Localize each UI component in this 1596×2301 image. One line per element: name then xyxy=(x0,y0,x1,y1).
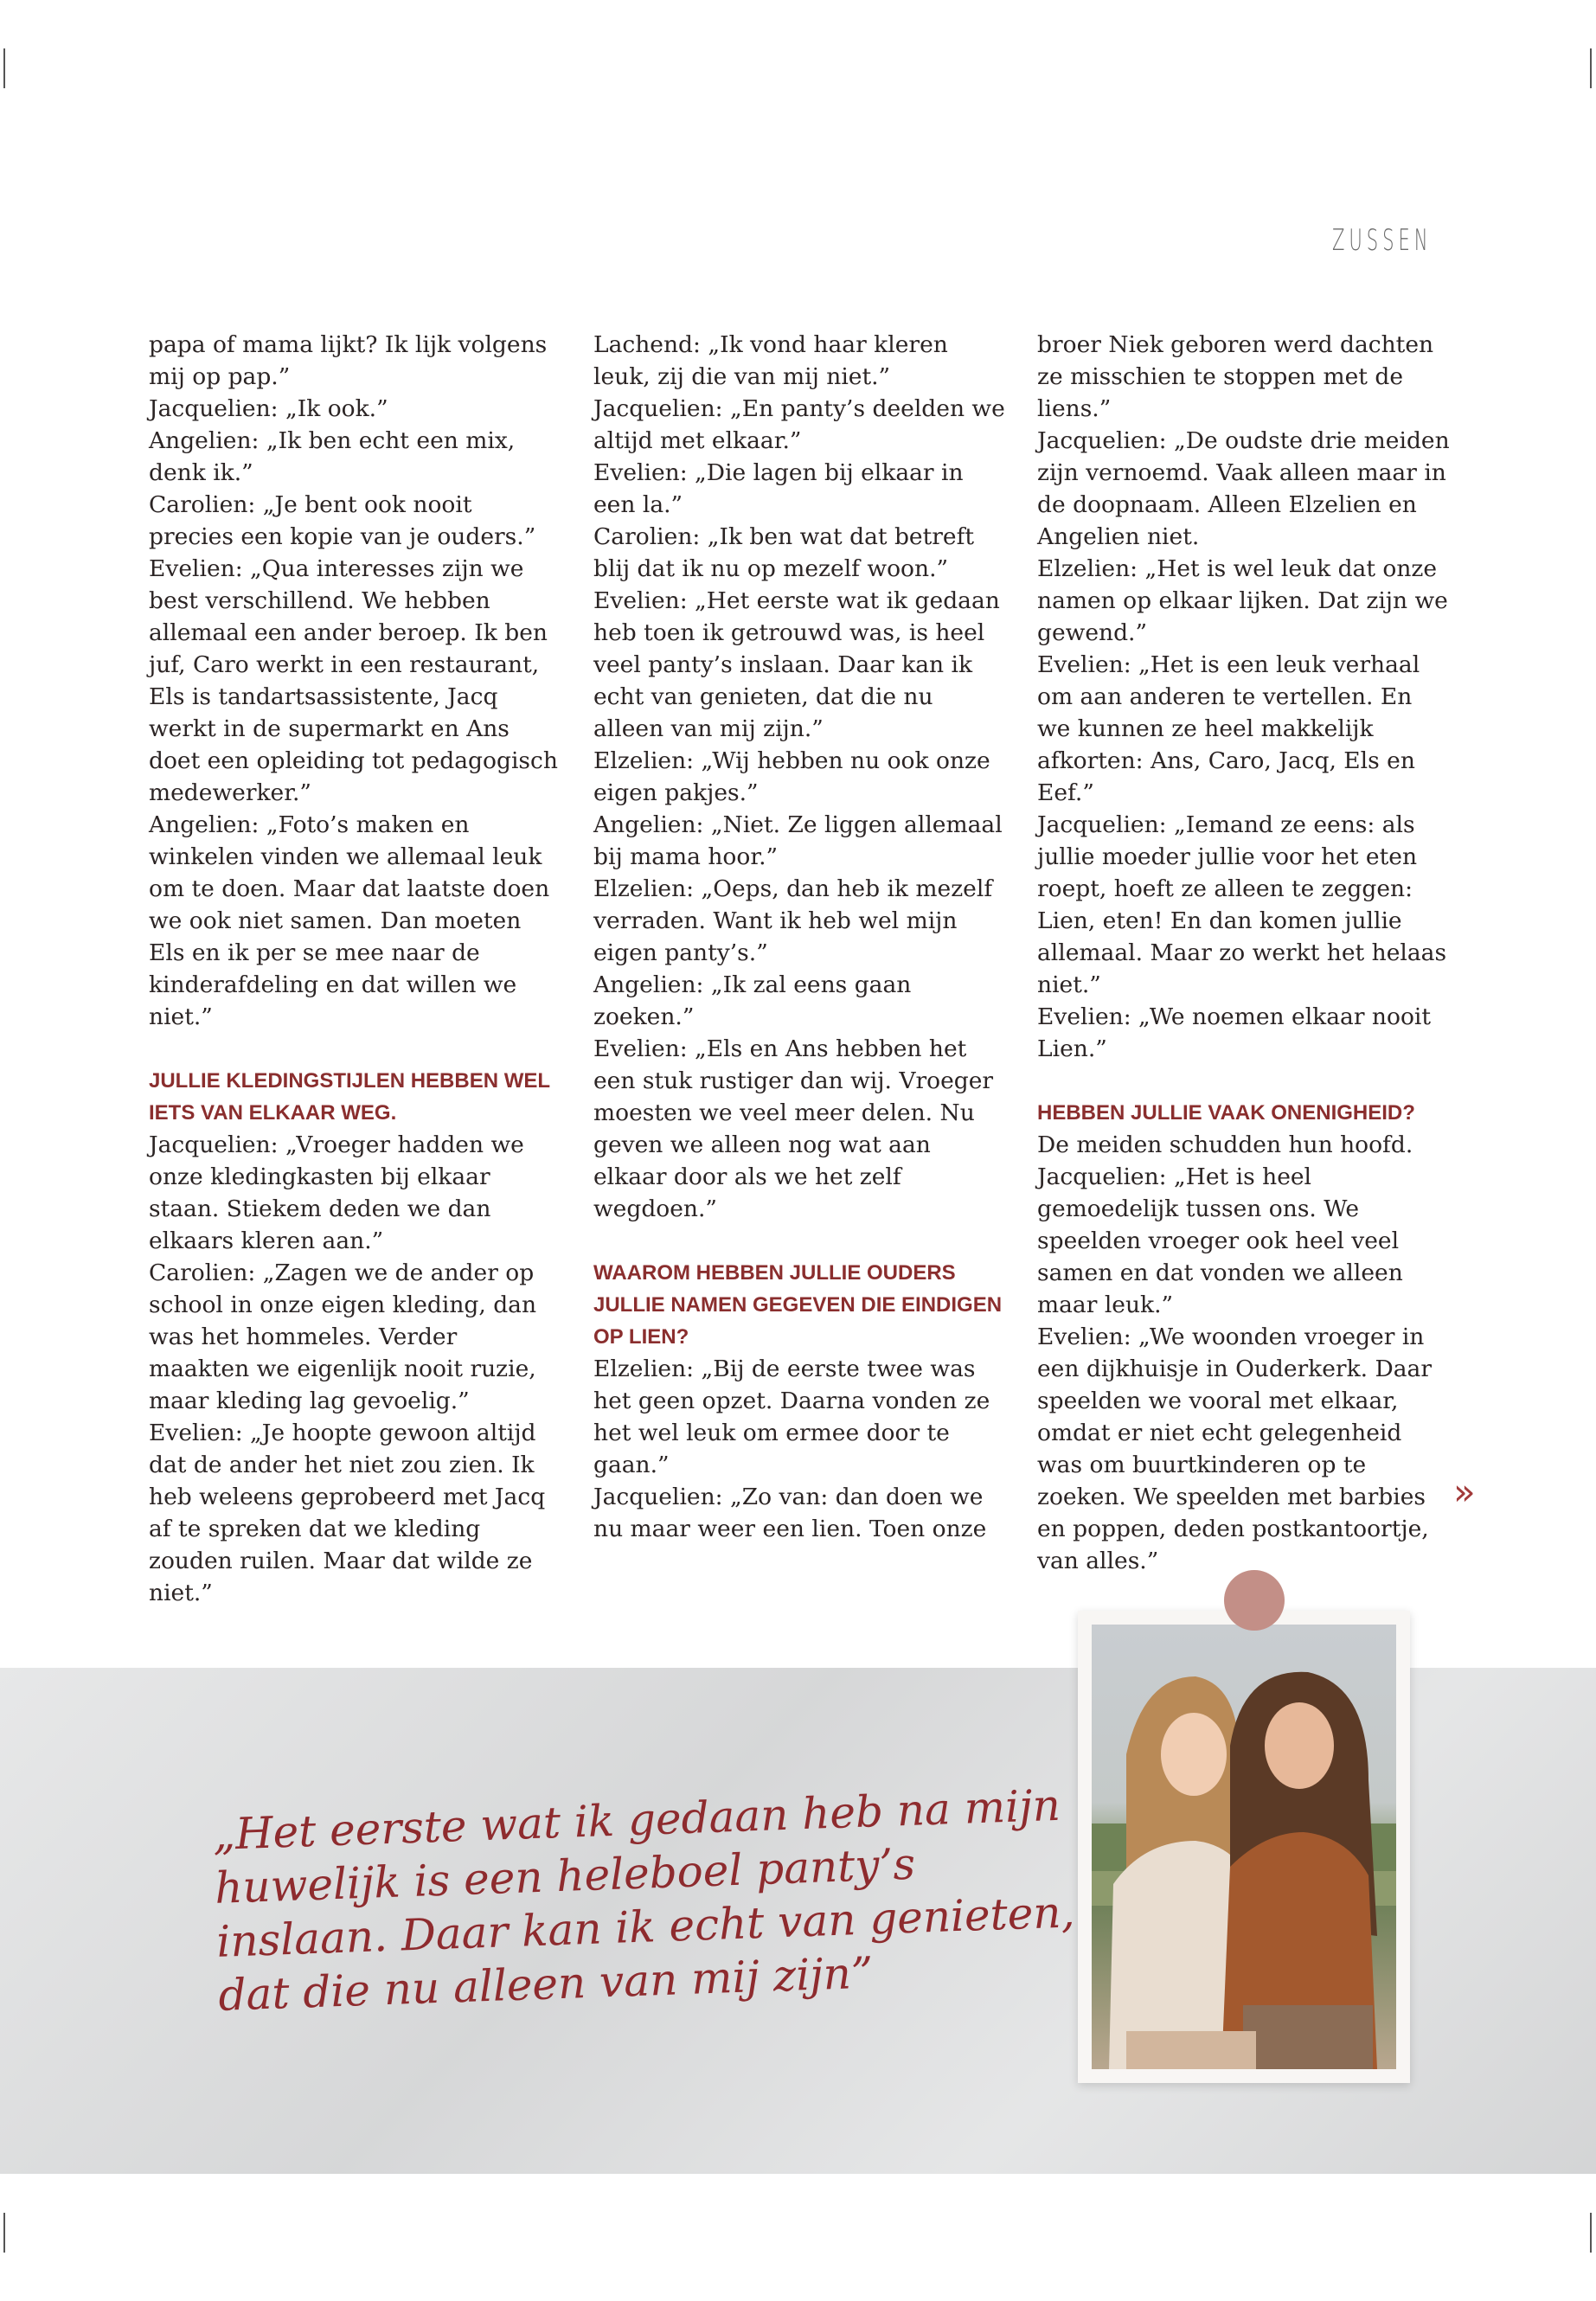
crop-mark-bottom-right xyxy=(1590,2213,1592,2253)
paragraph: Evelien: „Die lagen bij elkaar in een la.” xyxy=(593,459,964,518)
section-title: ZUSSEN xyxy=(1332,223,1433,258)
paragraph: Evelien: „We noemen elkaar nooit Lien.” xyxy=(1037,1003,1432,1062)
paragraph: Jacquelien: „Het is heel gemoedelijk tussen ons. We speelden vroeger ook heel veel samen en dat vonden we alleen maar leuk.” xyxy=(1037,1163,1403,1318)
crop-mark-top-right xyxy=(1590,48,1592,88)
photo-frame xyxy=(1078,1611,1410,2083)
paragraph: Jacquelien: „En panty’s deelden we altijd met elkaar.” xyxy=(593,395,1005,454)
paragraph: Carolien: „Je bent ook nooit precies een kopie van je ouders.” xyxy=(149,491,536,550)
continue-arrow-icon: » xyxy=(1453,1471,1476,1513)
paragraph: Angelien: „Foto’s maken en winkelen vinden we allemaal leuk om te doen. Maar dat laatste doen we ook niet samen. Dan moeten Els en ik per se mee naar de kinderafdeling en dat willen we niet.” xyxy=(149,811,550,1030)
sisters-photo-illustration xyxy=(1092,1625,1396,2069)
paragraph: Jacquelien: „Ik ook.” xyxy=(149,395,388,422)
paragraph: Angelien: „Ik ben echt een mix, denk ik.” xyxy=(149,427,516,486)
paragraph: Elzelien: „Bij de eerste twee was het geen opzet. Daarna vonden ze het wel leuk om ermee door te gaan.” xyxy=(593,1356,990,1478)
paragraph: Elzelien: „Oeps, dan heb ik mezelf verraden. Want ik heb wel mijn eigen panty’s.” xyxy=(593,875,993,966)
crop-mark-top-left xyxy=(3,48,5,88)
pull-quote: „Het eerste wat ik gedaan heb na mijn huwelijk is een heleboel panty’s inslaan. Daar kan ik echt van genieten, dat die nu alleen van mij zijn” xyxy=(212,1779,1076,2021)
paragraph: Elzelien: „Wij hebben nu ook onze eigen pakjes.” xyxy=(593,747,990,806)
paragraph: Angelien: „Ik zal eens gaan zoeken.” xyxy=(593,971,912,1030)
paragraph: Evelien: „Het is een leuk verhaal om aan anderen te vertellen. En we kunnen ze heel makkelijk afkorten: Ans, Caro, Jacq, Els en Eef.” xyxy=(1037,651,1420,806)
article-column-1 xyxy=(149,329,562,1609)
paragraph: Jacquelien: „Zo van: dan doen we nu maar weer een lien. Toen onze xyxy=(593,1484,987,1542)
paragraph: Evelien: „We woonden vroeger in een dijkhuisje in Ouderkerk. Daar speelden we vooral met elkaar, omdat er niet echt gelegenheid was om buurtkinderen op te zoeken. We speelden met barbies en poppen, deden postkantoortje, van alles.” xyxy=(1037,1324,1432,1574)
paragraph: Evelien: „Qua interesses zijn we best verschillend. We hebben allemaal een ander beroep. Ik ben juf, Caro werkt in een restaurant, Els is tandartsassistente, Jacq werkt in de supermarkt en Ans doet een opleiding tot pedagogisch medewerker.” xyxy=(149,555,558,806)
paragraph: Jacquelien: „Vroeger hadden we onze kledingkasten bij elkaar staan. Stiekem deden we dan elkaars kleren aan.” xyxy=(149,1131,524,1254)
paragraph: Jacquelien: „De oudste drie meiden zijn vernoemd. Vaak alleen maar in de doopnaam. Alleen Elzelien en Angelien niet. xyxy=(1037,427,1450,550)
paragraph: De meiden schudden hun hoofd. xyxy=(1037,1131,1413,1158)
paragraph: Evelien: „Het eerste wat ik gedaan heb toen ik getrouwd was, is heel veel panty’s inslaan. Daar kan ik echt van genieten, dat die nu alleen van mij zijn.” xyxy=(593,587,1000,742)
paragraph: broer Niek geboren werd dachten ze misschien te stoppen met de liens.” xyxy=(1037,331,1434,422)
article-column-2 xyxy=(593,329,1007,1545)
crop-mark-bottom-left xyxy=(3,2213,5,2253)
article-column-3 xyxy=(1037,329,1451,1577)
pin-dot xyxy=(1224,1570,1285,1631)
paragraph: Elzelien: „Het is wel leuk dat onze namen op elkaar lijken. Dat zijn we gewend.” xyxy=(1037,555,1448,646)
subheading: HEBBEN JULLIE VAAK ONENIGHEID? xyxy=(1037,1101,1415,1125)
paragraph: Evelien: „Els en Ans hebben het een stuk rustiger dan wij. Vroeger moesten we veel meer delen. Nu geven we alleen nog wat aan elkaar door als we het zelf wegdoen.” xyxy=(593,1035,994,1222)
subheading: WAAROM HEBBEN JULLIE OUDERS JULLIE NAMEN GEGEVEN DIE EINDIGEN OP LIEN? xyxy=(593,1261,1003,1349)
subheading: JULLIE KLEDINGSTIJLEN HEBBEN WEL IETS VAN ELKAAR WEG. xyxy=(149,1069,550,1125)
paragraph: Evelien: „Je hoopte gewoon altijd dat de ander het niet zou zien. Ik heb weleens geprobeerd met Jacq af te spreken dat we kleding zouden ruilen. Maar dat wilde ze niet.” xyxy=(149,1420,546,1606)
sisters-photo xyxy=(1092,1625,1396,2069)
paragraph: Carolien: „Zagen we de ander op school in onze eigen kleding, dan was het hommeles. Verder maakten we eigenlijk nooit ruzie, maar kleding lag gevoelig.” xyxy=(149,1259,537,1414)
paragraph: Lachend: „Ik vond haar kleren leuk, zij die van mij niet.” xyxy=(593,331,948,390)
paragraph: Angelien: „Niet. Ze liggen allemaal bij mama hoor.” xyxy=(593,811,1003,870)
paragraph: Carolien: „Ik ben wat dat betreft blij dat ik nu op mezelf woon.” xyxy=(593,523,975,582)
paragraph: papa of mama lijkt? Ik lijk volgens mij op pap.” xyxy=(149,331,548,390)
paragraph: Jacquelien: „Iemand ze eens: als jullie moeder jullie voor het eten roept, hoeft ze alleen te zeggen: Lien, eten! En dan komen jullie allemaal. Maar zo werkt het helaas niet.” xyxy=(1037,811,1447,998)
